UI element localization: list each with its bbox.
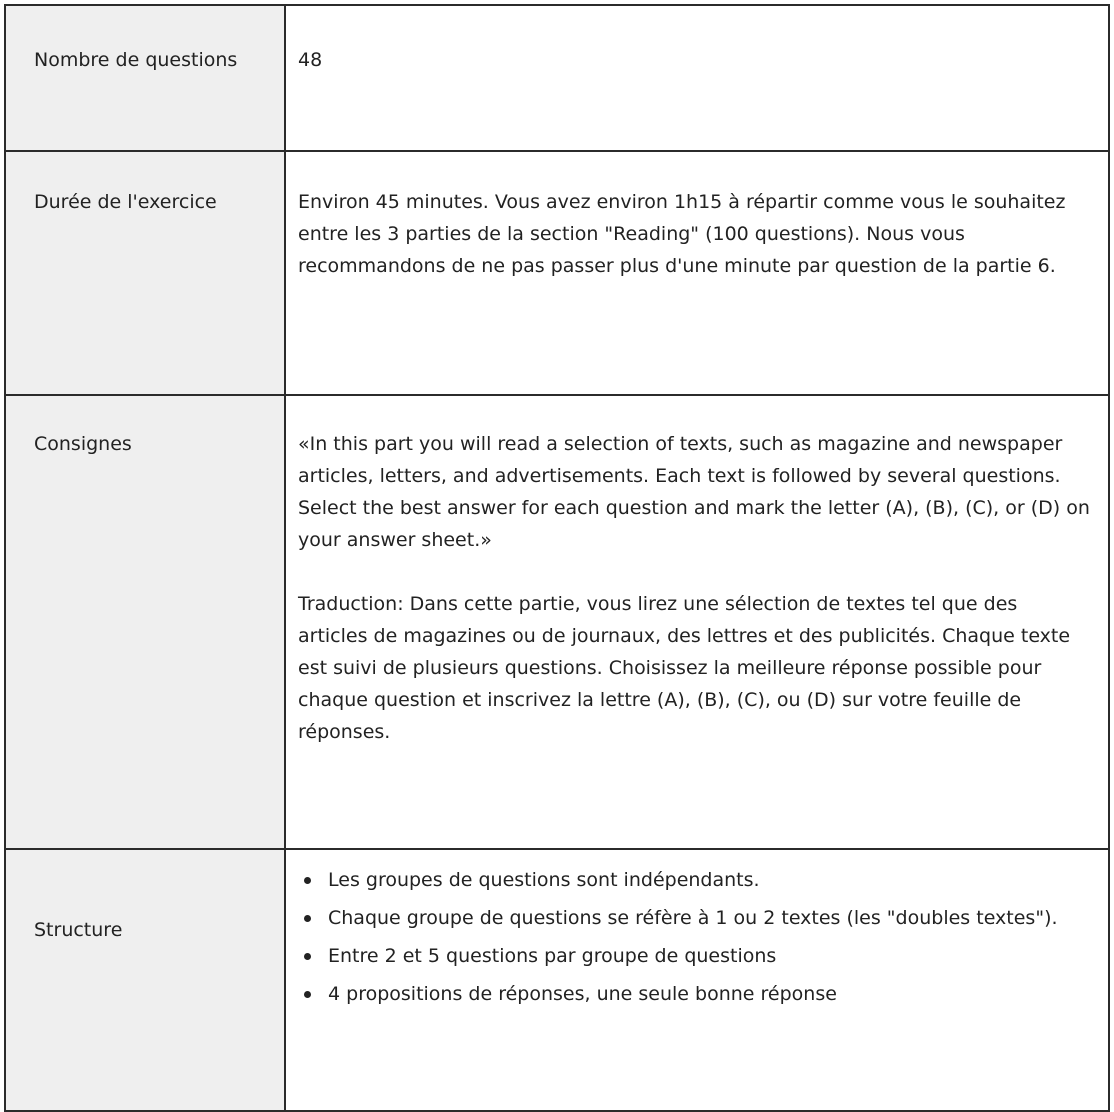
structure-value	[285, 849, 1109, 1111]
bullet-icon	[304, 915, 311, 922]
exercise-info-table	[4, 4, 1110, 1112]
list-item	[298, 902, 1090, 934]
row-label: Consignes	[5, 395, 285, 849]
bullet-icon	[304, 991, 311, 998]
list-item	[298, 864, 1090, 896]
row-label: Durée de l'exercice	[5, 151, 285, 395]
list-item-text: Chaque groupe de questions se réfère à 1 ou 2 textes (les "doubles textes").	[328, 907, 1058, 929]
list-item-text: Les groupes de questions sont indépendants.	[328, 869, 760, 891]
instructions-translation-paragraph: Traduction: Dans cette partie, vous lirez une sélection de textes tel que des articles de magazines ou de journaux, des lettres et des publicités. Chaque texte est suivi de plusieurs questions. Choisissez la meilleure réponse possible pour chaque question et inscrivez la lettre (A), (B), (C), ou (D) sur votre feuille de réponses.	[298, 593, 1071, 743]
list-item	[298, 940, 1090, 972]
list-item-text: 4 propositions de réponses, une seule bonne réponse	[328, 983, 837, 1005]
structure-bullet-list	[298, 864, 1090, 1010]
list-item	[298, 978, 1090, 1010]
duration-value: Environ 45 minutes. Vous avez environ 1h15 à répartir comme vous le souhaitez entre les 3 parties de la section "Reading" (100 questions). Nous vous recommandons de ne pas passer plus d'une minute par question de la partie 6.	[285, 151, 1109, 395]
table-row-duration	[5, 151, 1109, 395]
question-count-value: 48	[285, 5, 1109, 151]
table-row-question-count	[5, 5, 1109, 151]
row-label: Structure	[5, 849, 285, 1111]
table-row-instructions	[5, 395, 1109, 849]
bullet-icon	[304, 953, 311, 960]
list-item-text: Entre 2 et 5 questions par groupe de questions	[328, 945, 777, 967]
table-row-structure	[5, 849, 1109, 1111]
row-label: Nombre de questions	[5, 5, 285, 151]
instructions-english-paragraph: «In this part you will read a selection of texts, such as magazine and newspaper articles, letters, and advertisements. Each text is followed by several questions. Select the best answer for each question and mark the letter (A), (B), (C), or (D) on your answer sheet.»	[298, 433, 1090, 551]
bullet-icon	[304, 877, 311, 884]
instructions-value	[285, 395, 1109, 849]
